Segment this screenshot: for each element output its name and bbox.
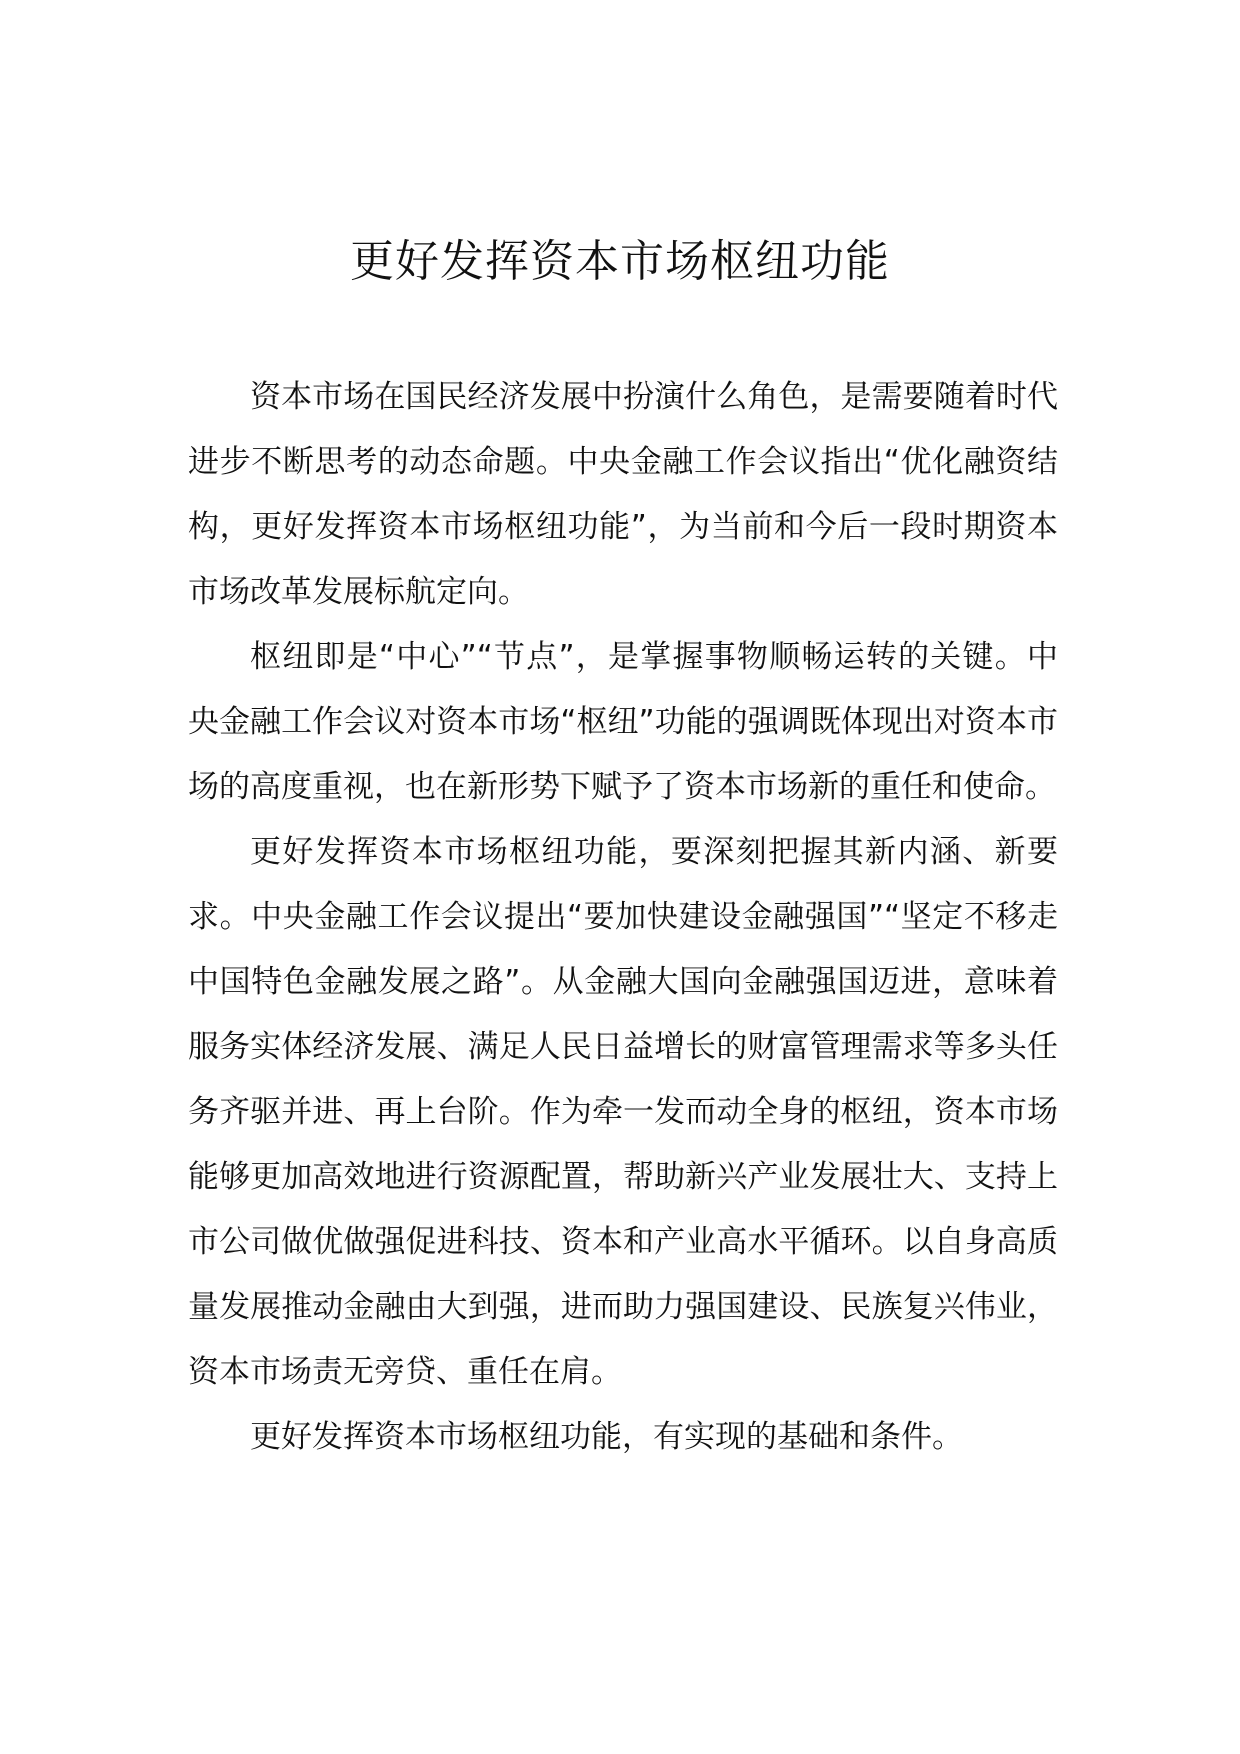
paragraph-1: 资本市场在国民经济发展中扮演什么角色，是需要随着时代进步不断思考的动态命题。中央金融工作会议指出“优化融资结构，更好发挥资本市场枢纽功能”，为当前和今后一段时期资本市场改革发展标航定向。 [188,379,1058,610]
document-body [188,365,1058,1470]
paragraph-3: 更好发挥资本市场枢纽功能，要深刻把握其新内涵、新要求。中央金融工作会议提出“要加快建设金融强国”“坚定不移走中国特色金融发展之路”。从金融大国向金融强国迈进，意味着服务实体经济发展、满足人民日益增长的财富管理需求等多头任务齐驱并进、再上台阶。作为牵一发而动全身的枢纽，资本市场能够更加高效地进行资源配置，帮助新兴产业发展壮大、支持上市公司做优做强促进科技、资本和产业高水平循环。以自身高质量发展推动金融由大到强，进而助力强国建设、民族复兴伟业，资本市场责无旁贷、重任在肩。 [188,834,1058,1390]
document-title: 更好发挥资本市场枢纽功能 [350,236,890,287]
paragraph-2: 枢纽即是“中心”“节点”，是掌握事物顺畅运转的关键。中央金融工作会议对资本市场“枢纽”功能的强调既体现出对资本市场的高度重视，也在新形势下赋予了资本市场新的重任和使命。 [188,639,1058,805]
paragraph-4: 更好发挥资本市场枢纽功能，有实现的基础和条件。 [250,1419,963,1455]
